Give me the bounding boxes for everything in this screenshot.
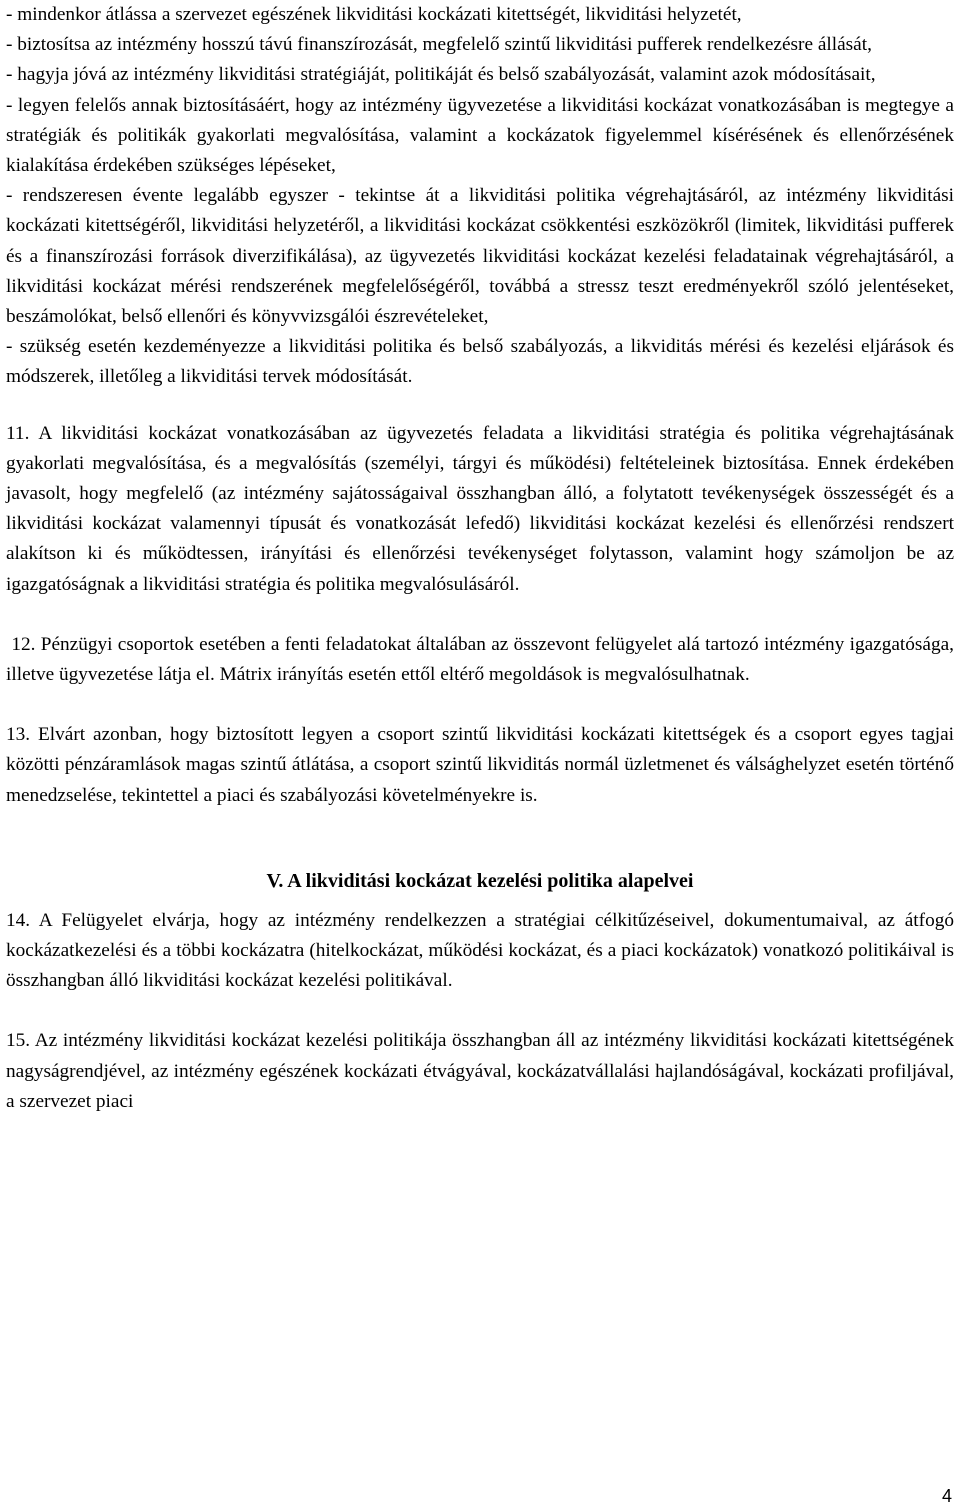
bullet-item: - mindenkor átlássa a szervezet egészének likviditási kockázati kitettségét, likviditási helyzetét, bbox=[6, 4, 742, 25]
bullet-item: - hagyja jóvá az intézmény likviditási stratégiáját, politikáját és belső szabályozását, valamint azok módosításait, bbox=[6, 64, 876, 86]
paragraph-15: 15. Az intézmény likviditási kockázat kezelési politikája összhangban áll az intézmény likviditási kockázati kitettségének nagyságrendjével, az intézmény egészének kockázati étvágyával, kockázatvállalási hajlandóságával, kockázati profiljával, a szervezet piaci bbox=[6, 1030, 954, 1112]
bullet-item: - rendszeresen évente legalább egyszer - tekintse át a likviditási politika végrehajtásáról, az intézmény likviditási kockázati kitettségéről, likviditási helyzetéről, a likviditási kockázat csökkentési eszközökről (limitek, likviditási pufferek és a finanszírozási források diverzifikálása), az ügyvezetés likviditási kockázat kezelési feladatainak végrehajtásáról, a likviditási kockázat mérési rendszerének megfelelőségéről, továbbá a stressz teszt eredményekről szóló jelentéseket, beszámolókat, belső ellenőri és könyvvizsgálói észrevételeket, bbox=[6, 185, 954, 328]
bullet-item: - szükség esetén kezdeményezze a likviditási politika és belső szabályozás, a likviditás mérési és kezelési eljárások és módszerek, illetőleg a likviditási tervek módosítását. bbox=[6, 336, 954, 388]
bullet-item: - legyen felelős annak biztosításáért, hogy az intézmény ügyvezetése a likviditási kockázat vonatkozásában is megtegye a stratégiák és politikák gyakorlati megvalósítása, valamint a kockázatok figyelemmel kísérésének és ellenőrzésének kialakítása érdekében szükséges lépéseket, bbox=[6, 94, 954, 177]
section-heading: V. A likviditási kockázat kezelési politika alapelvei bbox=[266, 869, 694, 892]
page-number: 4 bbox=[941, 1486, 952, 1506]
document-page bbox=[6, 0, 959, 1117]
paragraph-12: 12. Pénzügyi csoportok esetében a fenti feladatokat általában az összevont felügyelet alá tartozó intézmény igazgatósága, illetve ügyvezetése látja el. Mátrix irányítás esetén ettől eltérő megoldások is megvalósulhatnak. bbox=[6, 633, 959, 686]
paragraph-13: 13. Elvárt azonban, hogy biztosított legyen a csoport szintű likviditási kockázati kitettségek és a csoport egyes tagjai közötti pénzáramlások magas szintű átlátása, a csoport szintű likviditás normál üzletmenet és válsághelyzet esetén történő menedzselése, tekintettel a piaci és szabályozási követelményekre is. bbox=[6, 724, 954, 806]
paragraph-11: 11. A likviditási kockázat vonatkozásában az ügyvezetés feladata a likviditási stratégia és politika végrehajtásának gyakorlati megvalósítása, és a megvalósítás (személyi, tárgyi és működési) feltételeinek biztosítása. Ennek érdekében javasolt, hogy megfelelő (az intézmény sajátosságaival összhangban álló, a folytatott tevékenységek összességét és a likviditási kockázat valamennyi típusát és vonatkozását lefedő) likviditási kockázat kezelési és ellenőrzési rendszert alakítson ki és működtessen, irányítási és ellenőrzési tevékenységet folytasson, valamint hogy számoljon be az igazgatóságnak a likviditási stratégia és politika megvalósulásáról. bbox=[6, 422, 954, 595]
bullet-list bbox=[6, 0, 954, 393]
paragraph-14: 14. A Felügyelet elvárja, hogy az intézmény rendelkezzen a stratégiai célkitűzéseivel, dokumentumaival, az átfogó kockázatkezelési és a többi kockázatra (hitelkockázat, működési kockázat, és a piaci kockázatok) vonatkozó politikáival is összhangban álló likviditási kockázat kezelési politikával. bbox=[6, 909, 954, 992]
bullet-item: - biztosítsa az intézmény hosszú távú finanszírozását, megfelelő szintű likviditási pufferek rendelkezésre állását, bbox=[6, 34, 872, 56]
